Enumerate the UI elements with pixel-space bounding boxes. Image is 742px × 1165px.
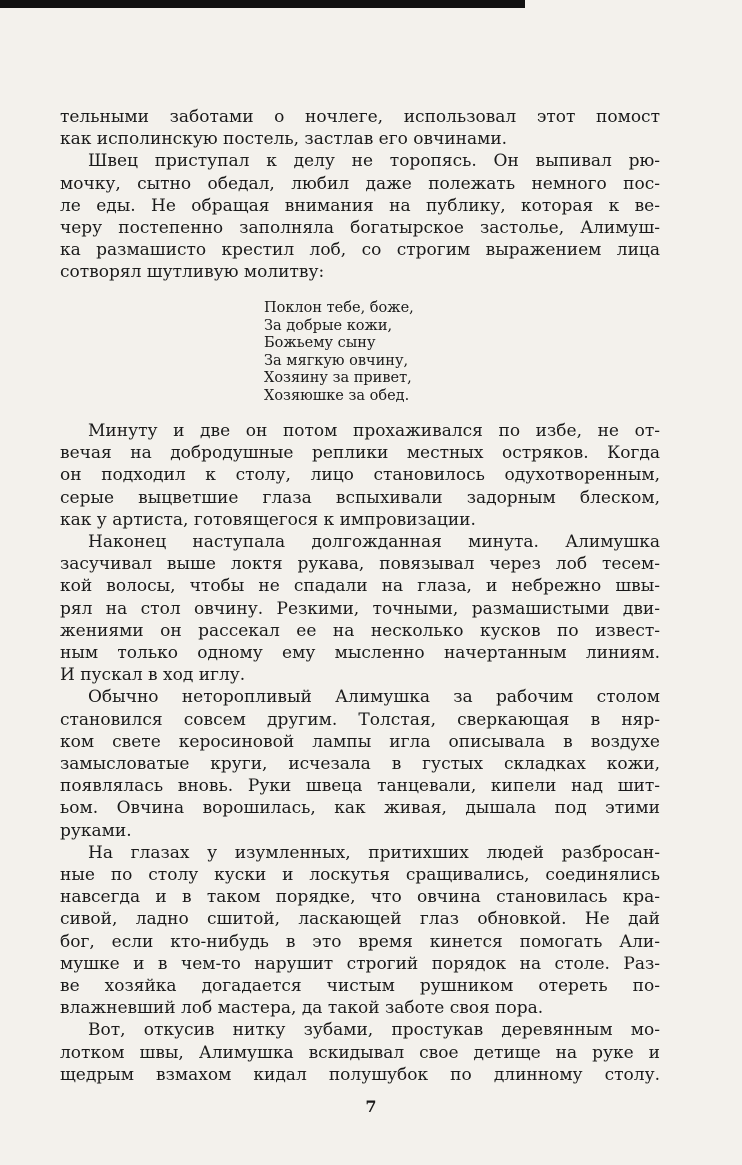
text-line: На глазах у изумленных, притихших людей разбросан- xyxy=(88,842,660,863)
text-line: замысловатые круги, исчезала в густых складках кожи, xyxy=(60,754,660,775)
page-text xyxy=(60,106,660,284)
text-line: жениями он рассекал ее на несколько кусков по извест- xyxy=(60,620,660,641)
text-line: ьом. Овчина ворошилась, как живая, дышала под этими xyxy=(60,798,660,819)
text-line: он подходил к столу, лицо становилось одухотворенным, xyxy=(60,465,660,486)
text-line: Минуту и две он потом прохаживался по избе, не от- xyxy=(88,421,660,441)
poem-line: Хозяину за привет, xyxy=(264,370,412,387)
text-line: серые выцветшие глаза вспыхивали задорным блеском, xyxy=(60,487,660,508)
text-line: ным только одному ему мысленно начертанным линиям. xyxy=(60,643,660,664)
poem-line: Божьему сыну xyxy=(264,335,376,352)
text-line: навсегда и в таком порядке, что овчина становилась кра- xyxy=(60,887,660,908)
text-line: ком свете керосиновой лампы игла описывала в воздухе xyxy=(60,731,660,752)
text-line: тельными заботами о ночлеге, использовал этот помост xyxy=(60,107,660,127)
text-line: Обычно неторопливый Алимушка за рабочим столом xyxy=(88,687,660,708)
paragraph-6 xyxy=(60,1019,660,1086)
text-line: влажневший лоб мастера, да такой заботе своя пора. xyxy=(60,998,544,1019)
text-line: сотворял шутливую молитву: xyxy=(60,262,325,283)
text-line: черу постепенно заполняла богатырское застолье, Алимуш- xyxy=(60,218,660,239)
poem-line: Поклон тебе, боже, xyxy=(264,300,414,316)
text-line: становился совсем другим. Толстая, сверкающая в няр- xyxy=(60,709,660,730)
paragraph-5 xyxy=(60,842,660,1020)
text-line: ные по столу куски и лоскутья сращивались, соединялись xyxy=(60,865,660,886)
text-line: засучивал выше локтя рукава, повязывал через лоб тесем- xyxy=(60,554,660,575)
text-line: ка размашисто крестил лоб, со строгим выражением лица xyxy=(60,240,660,261)
text-line: мушке и в чем-то нарушит строгий порядок на столе. Раз- xyxy=(60,953,660,974)
text-line: Швец приступал к делу не торопясь. Он выпивал рю- xyxy=(88,151,660,172)
text-line: ве хозяйка догадается чистым рушником отереть по- xyxy=(60,976,660,997)
text-line: мочку, сытно обедал, любил даже полежать немного пос- xyxy=(60,173,660,194)
text-line: появлялась вновь. Руки швеца танцевали, кипели над шит- xyxy=(60,776,660,797)
paragraph-1 xyxy=(60,150,660,283)
text-line: И пускал в ход иглу. xyxy=(60,665,246,686)
paragraph-3 xyxy=(60,531,660,686)
text-line: Наконец наступала долгожданная минута. Алимушка xyxy=(88,532,660,553)
text-line: как исполинскую постель, застлав его овчинами. xyxy=(60,129,508,150)
paragraph-2 xyxy=(60,420,660,531)
page-number: 7 xyxy=(365,1097,377,1116)
poem xyxy=(264,300,524,406)
text-line: щедрым взмахом кидал полушубок по длинному столу. xyxy=(60,1064,660,1085)
text-line: ле еды. Не обращая внимания на публику, которая к ве- xyxy=(60,195,660,216)
poem-line: За добрые кожи, xyxy=(264,317,393,334)
text-line: сивой, ладно сшитой, ласкающей глаз обновкой. Не дай xyxy=(60,909,660,930)
top-border-rule xyxy=(0,0,525,8)
text-line: как у артиста, готовящегося к импровизации. xyxy=(60,509,476,530)
text-line: Вот, откусив нитку зубами, простукав деревянным мо- xyxy=(88,1020,660,1041)
text-line: бог, если кто-нибудь в это время кинется помогать Али- xyxy=(60,931,660,952)
paragraph-4 xyxy=(60,686,660,841)
text-line: лотком швы, Алимушка вскидывал свое детище на руке и xyxy=(60,1042,660,1063)
poem-line: За мягкую овчину, xyxy=(264,352,409,369)
page-text-continued xyxy=(60,420,660,1086)
text-line: кой волосы, чтобы не спадали на глаза, и небрежно швы- xyxy=(60,576,660,597)
poem-line: Хозяюшке за обед. xyxy=(264,387,410,404)
text-line: рял на стол овчину. Резкими, точными, размашистыми дви- xyxy=(60,598,660,619)
text-line: руками. xyxy=(60,820,132,841)
text-line: вечая на добродушные реплики местных остряков. Когда xyxy=(60,443,660,464)
